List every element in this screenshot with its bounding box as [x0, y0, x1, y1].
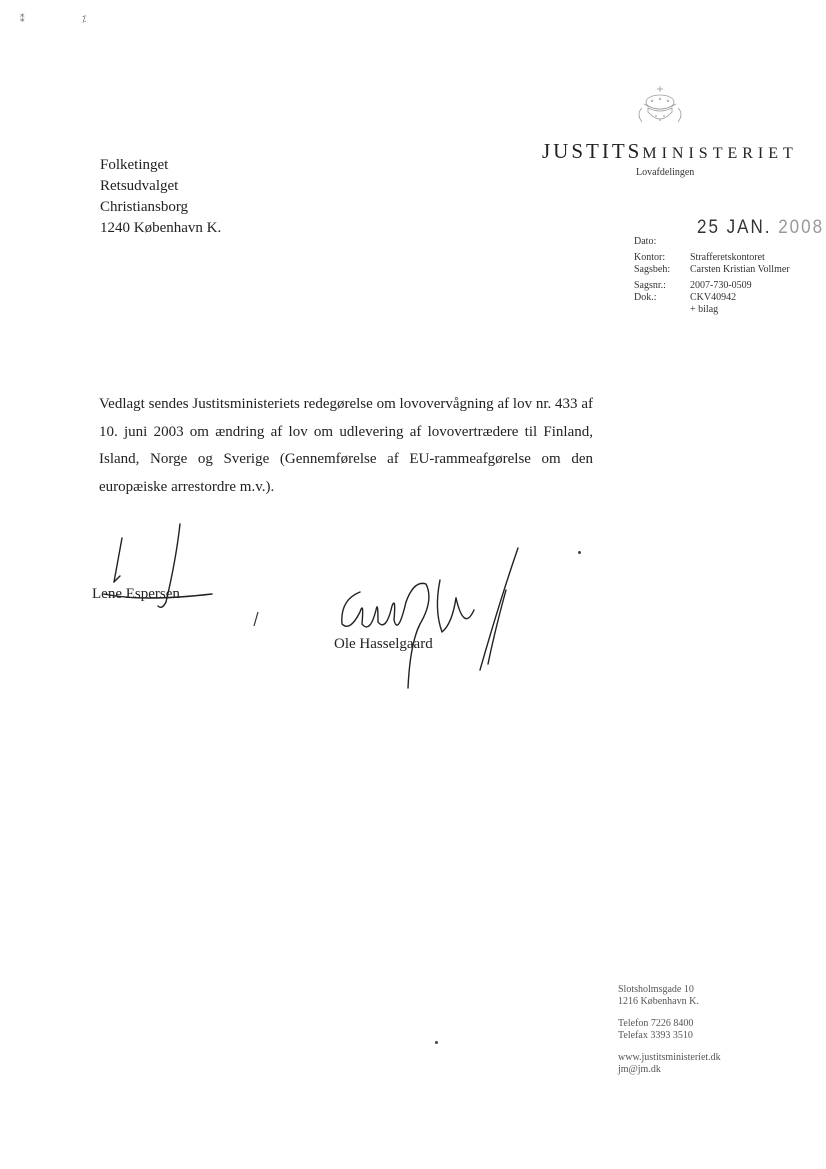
- recipient-line: Christiansborg: [100, 199, 189, 215]
- meta-row: [634, 264, 808, 276]
- meta-label: Sagsnr.:: [634, 280, 666, 291]
- meta-value: Strafferetskontoret: [690, 252, 765, 263]
- ministry-name-part1: JUSTITS: [542, 139, 643, 163]
- recipient-address: [100, 155, 221, 239]
- meta-value: Carsten Kristian Vollmer: [690, 264, 790, 275]
- meta-value: [690, 236, 808, 248]
- address-street: Slotsholmsgade 10: [618, 984, 694, 995]
- scan-mark-left: ⁑: [20, 14, 25, 24]
- address-phone: Telefon 7226 8400: [618, 1018, 694, 1029]
- recipient-line: Retsudvalget: [100, 178, 179, 194]
- scan-speck: [578, 551, 581, 554]
- address-email: jm@jm.dk: [618, 1064, 661, 1075]
- address-fax: Telefax 3393 3510: [618, 1030, 693, 1041]
- scan-speck: [435, 1041, 438, 1044]
- signature-ole-hasselgaard: [330, 540, 530, 690]
- meta-label: Dok.:: [634, 292, 657, 303]
- address-city: 1216 København K.: [618, 996, 699, 1007]
- scan-mark-right: ⁒: [82, 14, 87, 24]
- signatory-first: Lene Espersen: [92, 586, 180, 602]
- letter-body: Vedlagt sendes Justitsministeriets redegørelse om lovovervågning af lov nr. 433 af 10. juni 2003 om ændring af lov om udlevering af lovovertrædere til Finland, Island, Norge og Sverige (Gennemførelse af EU-rammeafgørelse om den europæiske arrestordre m.v.).: [99, 396, 593, 495]
- meta-row: [634, 252, 808, 264]
- date-stamp-visible: 25 JAN.: [697, 215, 772, 238]
- meta-label: Dato:: [634, 236, 657, 247]
- date-stamp-faded: 2008: [778, 215, 825, 238]
- signature-lene-espersen: [92, 520, 222, 620]
- meta-row: [634, 304, 808, 316]
- recipient-line: 1240 København K.: [100, 220, 222, 236]
- address-gap: [618, 1008, 721, 1018]
- address-gap: [618, 1042, 721, 1052]
- meta-row: [634, 236, 808, 248]
- meta-value: CKV40942: [690, 292, 737, 303]
- department-name: Lovafdelingen: [636, 167, 695, 178]
- meta-value: + bilag: [690, 304, 719, 315]
- recipient-line: Folketinget: [100, 157, 169, 173]
- meta-label: Sagsbeh:: [634, 264, 671, 275]
- pen-tick-mark: [250, 610, 262, 628]
- case-meta-table: [634, 233, 808, 316]
- meta-row: [634, 280, 808, 292]
- meta-label: [634, 304, 690, 316]
- ministry-name-part2: MINISTERIET: [642, 145, 798, 162]
- meta-value: 2007-730-0509: [690, 280, 752, 291]
- royal-crest-icon: [630, 82, 690, 132]
- address-web: www.justitsministeriet.dk: [618, 1052, 721, 1063]
- meta-row: [634, 292, 808, 304]
- signatory-second: Ole Hasselgaard: [334, 636, 433, 652]
- meta-label: Kontor:: [634, 252, 666, 263]
- ministry-address-footer: [618, 984, 721, 1076]
- ministry-name: [542, 139, 798, 164]
